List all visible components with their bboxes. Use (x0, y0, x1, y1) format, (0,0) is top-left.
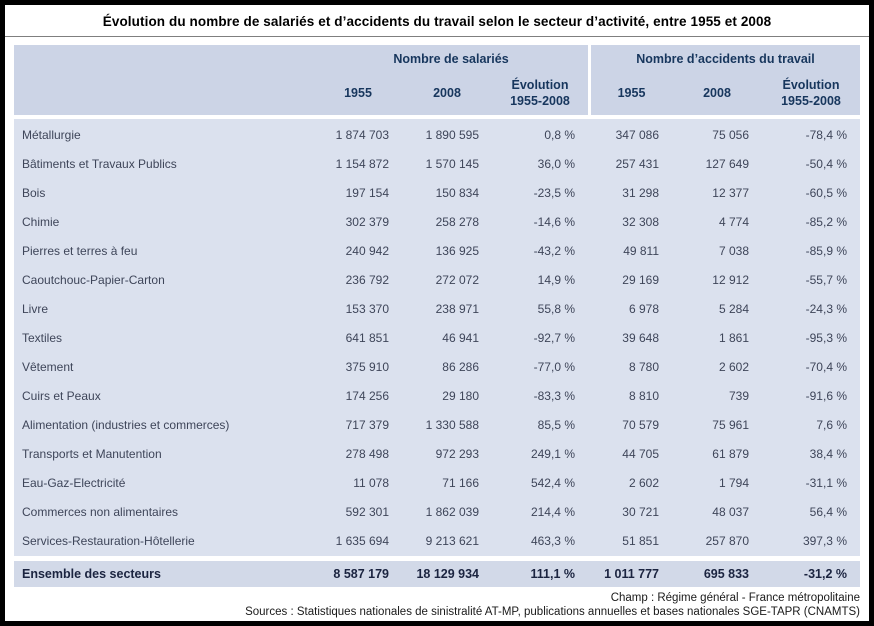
table-row (14, 149, 860, 178)
cell-accidents-1955: 31 298 (622, 185, 659, 200)
cell-salaries-evolution: 14,9 % (537, 272, 575, 287)
cell-accidents-1955: 6 978 (628, 301, 659, 316)
cell-salaries-2008: 258 278 (435, 214, 479, 229)
table-row (14, 265, 860, 294)
cell-accidents-2008: 48 037 (712, 504, 749, 519)
table-body (14, 119, 860, 556)
table-row (14, 120, 860, 149)
cell-salaries-evolution: 463,3 % (530, 533, 575, 548)
sector-label: Services-Restauration-Hôtellerie (22, 533, 195, 548)
cell-salaries-2008: 9 213 621 (425, 533, 479, 548)
cell-salaries-2008: 972 293 (435, 446, 479, 461)
cell-salaries-evolution: -43,2 % (533, 243, 575, 258)
sector-label: Pierres et terres à feu (22, 243, 138, 258)
cell-salaries-evolution: -83,3 % (533, 388, 575, 403)
subheader-salaries-evolution: Évolution 1955-2008 (510, 78, 570, 108)
cell-salaries-evolution: -23,5 % (533, 185, 575, 200)
cell-salaries-evolution: 55,8 % (537, 301, 575, 316)
table-row (14, 294, 860, 323)
table-row (14, 439, 860, 468)
cell-salaries-2008: 1 862 039 (425, 504, 479, 519)
column-group-accidents: Nombre d’accidents du travail (588, 45, 860, 73)
sector-label: Textiles (22, 330, 63, 345)
cell-salaries-1955: 11 078 (353, 475, 389, 490)
subheader-salaries-2008: 2008 (433, 86, 461, 101)
cell-accidents-evolution: -78,4 % (805, 127, 847, 142)
cell-salaries-evolution: -92,7 % (533, 330, 575, 345)
cell-salaries-1955: 236 792 (345, 272, 389, 287)
cell-salaries-1955: 278 498 (345, 446, 389, 461)
cell-accidents-2008: 127 649 (705, 156, 749, 171)
cell-accidents-2008: 1 861 (718, 330, 749, 345)
column-group-salaries: Nombre de salariés (393, 52, 509, 66)
cell-salaries-1955: 1 635 694 (335, 533, 389, 548)
cell-salaries-evolution: 542,4 % (530, 475, 575, 490)
total-label: Ensemble des secteurs (22, 567, 161, 581)
table-row (14, 497, 860, 526)
cell-salaries-evolution: 0,8 % (544, 127, 575, 142)
cell-accidents-1955: 51 851 (622, 533, 659, 548)
cell-salaries-2008: 71 166 (442, 475, 479, 490)
cell-accidents-evolution: -70,4 % (805, 359, 847, 374)
cell-accidents-evolution: -31,1 % (805, 475, 847, 490)
cell-salaries-1955: 375 910 (345, 359, 389, 374)
cell-accidents-2008: 75 056 (712, 127, 749, 142)
cell-salaries-1955: 717 379 (345, 417, 389, 432)
cell-accidents-2008: 257 870 (705, 533, 749, 548)
subheader-accidents-2008: 2008 (703, 86, 731, 101)
cell-accidents-evolution: 7,6 % (816, 417, 847, 432)
table-row (14, 352, 860, 381)
sector-label: Bâtiments et Travaux Publics (22, 156, 177, 171)
sector-label: Caoutchouc-Papier-Carton (22, 272, 165, 287)
footer-sources: Sources : Statistiques nationales de sinistralité AT-MP, publications annuelles et bases nationales SGE-TAPR (CNAMTS) (245, 606, 860, 619)
table-row (14, 410, 860, 439)
table-row (14, 468, 860, 497)
cell-salaries-evolution: -77,0 % (533, 359, 575, 374)
cell-salaries-1955: 153 370 (345, 301, 389, 316)
cell-salaries-2008: 238 971 (435, 301, 479, 316)
sector-label: Bois (22, 185, 46, 200)
cell-salaries-1955: 641 851 (345, 330, 389, 345)
total-salaries-2008: 18 129 934 (416, 567, 479, 581)
cell-accidents-1955: 70 579 (622, 417, 659, 432)
cell-salaries-2008: 136 925 (435, 243, 479, 258)
cell-salaries-1955: 174 256 (345, 388, 389, 403)
cell-accidents-2008: 2 602 (718, 359, 749, 374)
cell-accidents-evolution: -55,7 % (805, 272, 847, 287)
sector-label: Transports et Manutention (22, 446, 162, 461)
cell-accidents-evolution: -85,9 % (805, 243, 847, 258)
sector-label: Eau-Gaz-Electricité (22, 475, 126, 490)
figure-footer (14, 591, 860, 620)
total-accidents-evolution: -31,2 % (803, 567, 847, 581)
cell-accidents-2008: 739 (728, 388, 749, 403)
cell-salaries-2008: 1 330 588 (425, 417, 479, 432)
table-row (14, 207, 860, 236)
footer-champ: Champ : Régime général - France métropolitaine (610, 592, 860, 604)
cell-salaries-2008: 150 834 (435, 185, 479, 200)
cell-salaries-2008: 272 072 (435, 272, 479, 287)
cell-accidents-1955: 39 648 (622, 330, 659, 345)
cell-accidents-2008: 61 879 (712, 446, 749, 461)
cell-salaries-1955: 1 154 872 (335, 156, 389, 171)
cell-salaries-evolution: 249,1 % (530, 446, 575, 461)
total-accidents-1955: 1 011 777 (604, 567, 659, 581)
data-table (14, 45, 860, 587)
table-header (14, 45, 860, 115)
cell-accidents-1955: 8 810 (628, 388, 659, 403)
cell-salaries-evolution: 214,4 % (530, 504, 575, 519)
cell-accidents-1955: 49 811 (623, 243, 659, 258)
cell-salaries-1955: 1 874 703 (335, 127, 389, 142)
total-accidents-2008: 695 833 (703, 567, 749, 581)
cell-accidents-1955: 2 602 (628, 475, 659, 490)
cell-accidents-evolution: 38,4 % (809, 446, 847, 461)
cell-accidents-evolution: -91,6 % (805, 388, 847, 403)
subheader-accidents-evolution: Évolution 1955-2008 (781, 78, 841, 108)
cell-accidents-1955: 257 431 (615, 156, 659, 171)
table-total-row (14, 561, 860, 587)
figure-title: Évolution du nombre de salariés et d’accidents du travail selon le secteur d’activité, entre 1955 et 2008 (5, 5, 869, 37)
sector-label: Métallurgie (22, 127, 81, 142)
cell-accidents-2008: 4 774 (718, 214, 749, 229)
sector-label: Vêtement (22, 359, 74, 374)
cell-salaries-1955: 240 942 (345, 243, 389, 258)
cell-accidents-evolution: -24,3 % (805, 301, 847, 316)
cell-accidents-2008: 5 284 (718, 301, 749, 316)
cell-salaries-1955: 197 154 (345, 185, 389, 200)
total-salaries-evolution: 111,1 % (530, 567, 575, 581)
cell-accidents-evolution: -60,5 % (805, 185, 847, 200)
cell-accidents-2008: 12 377 (712, 185, 749, 200)
table-row (14, 236, 860, 265)
sector-label: Chimie (22, 214, 60, 229)
cell-accidents-1955: 8 780 (628, 359, 659, 374)
subheader-salaries-1955: 1955 (344, 86, 372, 101)
cell-salaries-evolution: -14,6 % (533, 214, 575, 229)
cell-salaries-2008: 46 941 (442, 330, 479, 345)
cell-accidents-evolution: -50,4 % (805, 156, 847, 171)
sector-label: Commerces non alimentaires (22, 504, 179, 519)
cell-accidents-1955: 347 086 (615, 127, 659, 142)
cell-accidents-1955: 29 169 (622, 272, 659, 287)
subheader-accidents-1955: 1955 (588, 73, 672, 115)
cell-accidents-2008: 1 794 (718, 475, 749, 490)
cell-salaries-2008: 86 286 (442, 359, 479, 374)
sector-label: Cuirs et Peaux (22, 388, 101, 403)
cell-salaries-2008: 1 890 595 (425, 127, 479, 142)
total-salaries-1955: 8 587 179 (333, 567, 389, 581)
table-row (14, 323, 860, 352)
cell-salaries-1955: 592 301 (345, 504, 389, 519)
table-row (14, 178, 860, 207)
table-row (14, 381, 860, 410)
cell-accidents-1955: 32 308 (622, 214, 659, 229)
cell-accidents-evolution: -95,3 % (805, 330, 847, 345)
cell-accidents-2008: 12 912 (712, 272, 749, 287)
cell-accidents-2008: 7 038 (718, 243, 749, 258)
cell-accidents-1955: 30 721 (622, 504, 659, 519)
cell-salaries-2008: 29 180 (442, 388, 479, 403)
cell-accidents-2008: 75 961 (712, 417, 749, 432)
cell-salaries-evolution: 85,5 % (537, 417, 575, 432)
cell-salaries-evolution: 36,0 % (537, 156, 575, 171)
sector-label: Livre (22, 301, 49, 316)
sector-label: Alimentation (industries et commerces) (22, 417, 230, 432)
cell-accidents-1955: 44 705 (622, 446, 659, 461)
cell-salaries-2008: 1 570 145 (425, 156, 479, 171)
cell-accidents-evolution: 56,4 % (809, 504, 847, 519)
cell-accidents-evolution: -85,2 % (805, 214, 847, 229)
table-row (14, 526, 860, 555)
cell-accidents-evolution: 397,3 % (802, 533, 847, 548)
cell-salaries-1955: 302 379 (345, 214, 389, 229)
